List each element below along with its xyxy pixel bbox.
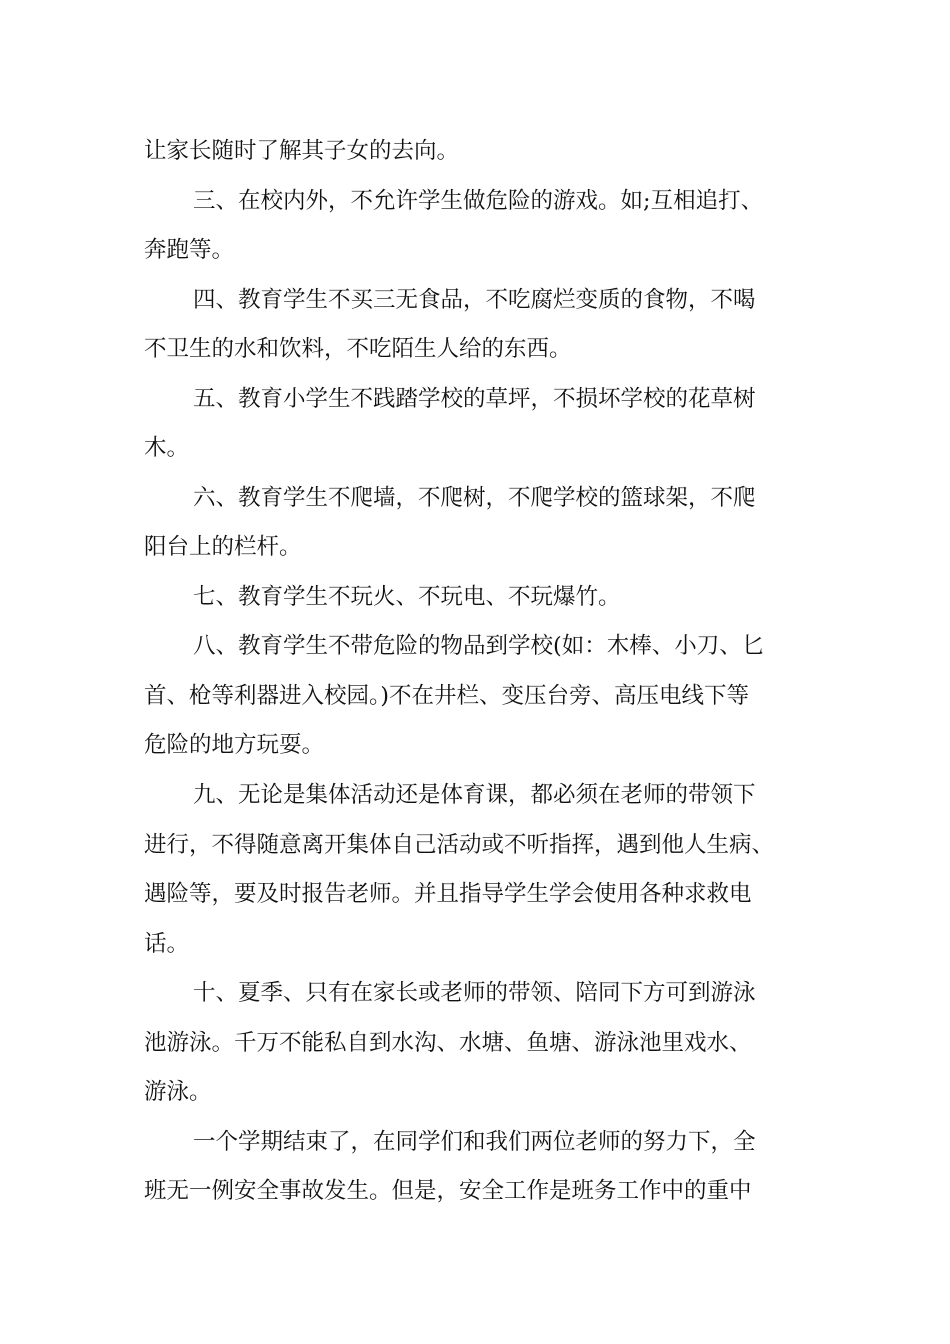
paragraph-first-line: 八、教育学生不带危险的物品到学校(如：木棒、小刀、匕 [193, 633, 765, 659]
paragraph-first-line: 九、无论是集体活动还是体育课，都必须在老师的带领下 [193, 782, 756, 808]
paragraph-first-line: 七、教育学生不玩火、不玩电、不玩爆竹。 [193, 584, 621, 610]
paragraph-first-line: 六、教育学生不爬墙，不爬树，不爬学校的篮球架，不爬 [193, 485, 756, 511]
text-line: 话。 [144, 931, 190, 957]
text-line: 游泳。 [144, 1079, 212, 1105]
paragraph-first-line: 三、在校内外，不允许学生做危险的游戏。如;互相追打、 [193, 188, 764, 214]
text-line: 遇险等，要及时报告老师。并且指导学生学会使用各种求救电 [144, 881, 752, 907]
text-line: 班无一例安全事故发生。但是，安全工作是班务工作中的重中 [144, 1178, 752, 1204]
text-line: 木。 [144, 435, 190, 461]
text-line: 阳台上的栏杆。 [144, 534, 302, 560]
paragraph-first-line: 四、教育学生不买三无食品，不吃腐烂变质的食物，不喝 [193, 287, 756, 313]
text-line: 进行，不得随意离开集体自己活动或不听指挥，遇到他人生病、 [144, 832, 775, 858]
text-line: 首、枪等利器进入校园。)不在井栏、变压台旁、高压电线下等 [144, 683, 750, 709]
text-line: 池游泳。千万不能私自到水沟、水塘、鱼塘、游泳池里戏水、 [144, 1030, 752, 1056]
paragraph-first-line: 十、夏季、只有在家长或老师的带领、陪同下方可到游泳 [193, 980, 756, 1006]
paragraph-first-line: 五、教育小学生不践踏学校的草坪，不损坏学校的花草树 [193, 386, 756, 412]
text-line: 奔跑等。 [144, 237, 235, 263]
text-line: 让家长随时了解其子女的去向。 [144, 138, 460, 164]
paragraph-first-line: 一个学期结束了，在同学们和我们两位老师的努力下，全 [193, 1129, 756, 1155]
text-line: 危险的地方玩耍。 [144, 732, 325, 758]
text-line: 不卫生的水和饮料，不吃陌生人给的东西。 [144, 336, 572, 362]
